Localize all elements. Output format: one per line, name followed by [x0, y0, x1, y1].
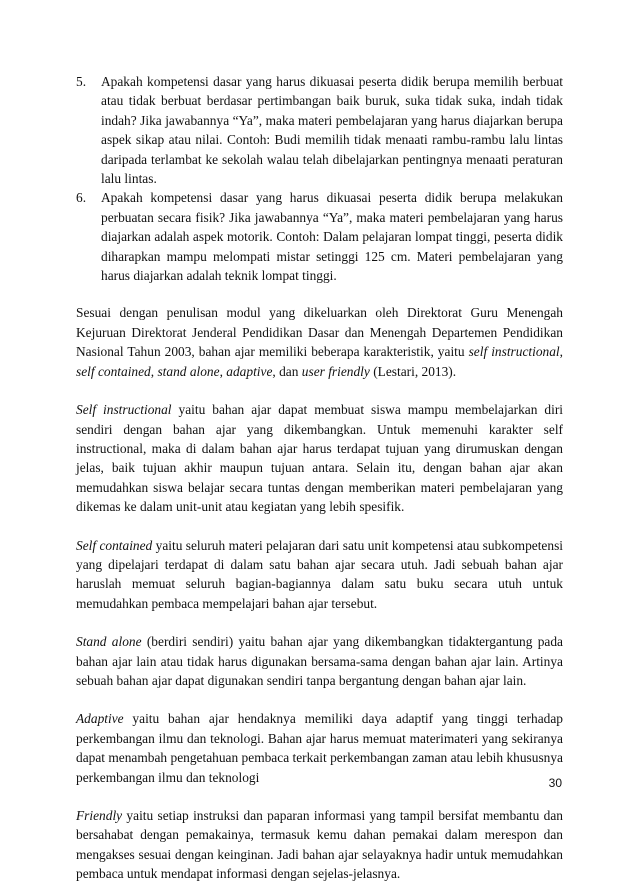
paragraph-text: yaitu seluruh materi pelajaran dari satu unit kompetensi atau subkompetensi yang dipelajari terdapat di dalam satu bahan ajar secara utuh. Jadi sebuah bahan ajar haruslah memuat seluruh bagian-bagiannya dalam satu buku secara utuh untuk memudahkan pembaca mempelajari bahan ajar tersebut.	[76, 537, 563, 611]
paragraph-self-instructional	[76, 400, 563, 516]
page-content	[76, 72, 563, 884]
list-item	[76, 188, 563, 285]
list-item-text: Apakah kompetensi dasar yang harus dikuasai peserta didik berupa melakukan perbuatan secara fisik? Jika jawabannya “Ya”, maka materi pembelajaran yang harus diajarkan adalah aspek motorik. Contoh: Dalam pelajaran lompat tinggi, peserta didik diharapkan mampu melompati mistar setinggi 125 cm. Materi pembelajaran yang harus diajarkan adalah teknik lompat tinggi.	[101, 190, 563, 284]
term-self-contained: self contained	[76, 363, 151, 379]
term-user-friendly: user friendly	[301, 363, 370, 379]
paragraph-text: yaitu bahan ajar hendaknya memiliki daya adaptif yang tinggi terhadap perkembangan ilmu dan teknologi. Bahan ajar harus memuat materimateri yang sekiranya dapat menambah pengetahuan pembaca terkait perkembangan zaman atau lebih khususnya perkembangan ilmu dan teknologi	[76, 711, 563, 785]
paragraph-stand-alone	[76, 632, 563, 690]
numbered-list	[76, 72, 563, 285]
paragraph-text: yaitu bahan ajar dapat membuat siswa mampu membelajarkan diri sendiri dengan bahan ajar yang dikembangkan. Untuk memenuhi karakter self instructional, maka di dalam bahan ajar harus terdapat tujuan yang dirumuskan dengan jelas, baik tujuan akhir maupun tujuan antara. Selain itu, dengan bahan ajar akan memudahkan siswa belajar secara tuntas dengan memberikan materi pembelajaran yang dikemas ke dalam unit-unit atau kegiatan yang lebih spesifik.	[76, 402, 564, 515]
intro-text: ,	[219, 363, 227, 379]
intro-text: Sesuai dengan penulisan modul yang dikeluarkan oleh Direktorat Guru Menengah Kejuruan Direktorat Jenderal Pendidikan Dasar dan Menengah Departemen Pendidikan Nasional Tahun 2003, bahan ajar memiliki beberapa karakteristik, yaitu	[76, 305, 563, 360]
intro-paragraph	[76, 303, 563, 381]
paragraph-text: yaitu setiap instruksi dan paparan informasi yang tampil bersifat membantu dan bersahabat dengan pemakainya, termasuk kemu dahan pemakai dalam merespon dan mengakses sesuai dengan keinginan. Jadi bahan ajar selayaknya hadir untuk memudahkan pembaca untuk mendapat informasi dengan sejelas-jelasnya.	[76, 808, 563, 882]
paragraph-adaptive	[76, 709, 563, 787]
paragraph-term: Self instructional	[76, 402, 172, 418]
list-item-number: 6.	[76, 190, 87, 206]
intro-text: ,	[150, 363, 158, 379]
intro-text: (Lestari, 2013).	[369, 363, 457, 379]
term-self-instructional: self instructional	[468, 344, 560, 360]
paragraph-term: Self contained	[76, 537, 153, 553]
list-item-text: Apakah kompetensi dasar yang harus dikuasai peserta didik berupa memilih berbuat atau tidak berbuat berdasar pertimbangan baik buruk, suka tidak suka, indah tidak indah? Jika jawabannya “Ya”, maka materi pembelajaran yang harus diajarkan berupa aspek sikap atau nilai. Contoh: Budi memilih tidak menaati rambu-rambu lalu lintas daripada terlambat ke sekolah walau telah dibelajarkan pentingnya menaati peraturan lalu lintas.	[101, 74, 563, 187]
paragraph-text: (berdiri sendiri) yaitu bahan ajar yang dikembangkan tidaktergantung pada bahan ajar lain atau tidak harus digunakan bersama-sama dengan bahan ajar lain. Artinya sebuah bahan ajar dapat digunakan sendiri tanpa bergantung dengan bahan ajar lain.	[76, 634, 563, 688]
list-item	[76, 72, 563, 188]
paragraph-self-contained	[76, 536, 563, 614]
paragraph-term: Adaptive	[76, 711, 124, 727]
paragraph-term: Stand alone	[76, 634, 142, 650]
intro-text: ,	[559, 344, 563, 360]
term-stand-alone: stand alone	[157, 363, 220, 379]
paragraph-term: Friendly	[76, 808, 123, 823]
paragraph-friendly	[76, 806, 563, 884]
term-adaptive: adaptive	[226, 363, 273, 379]
list-item-number: 5.	[76, 74, 87, 89]
page-number: 30	[548, 776, 562, 790]
intro-text: , dan	[272, 363, 302, 379]
